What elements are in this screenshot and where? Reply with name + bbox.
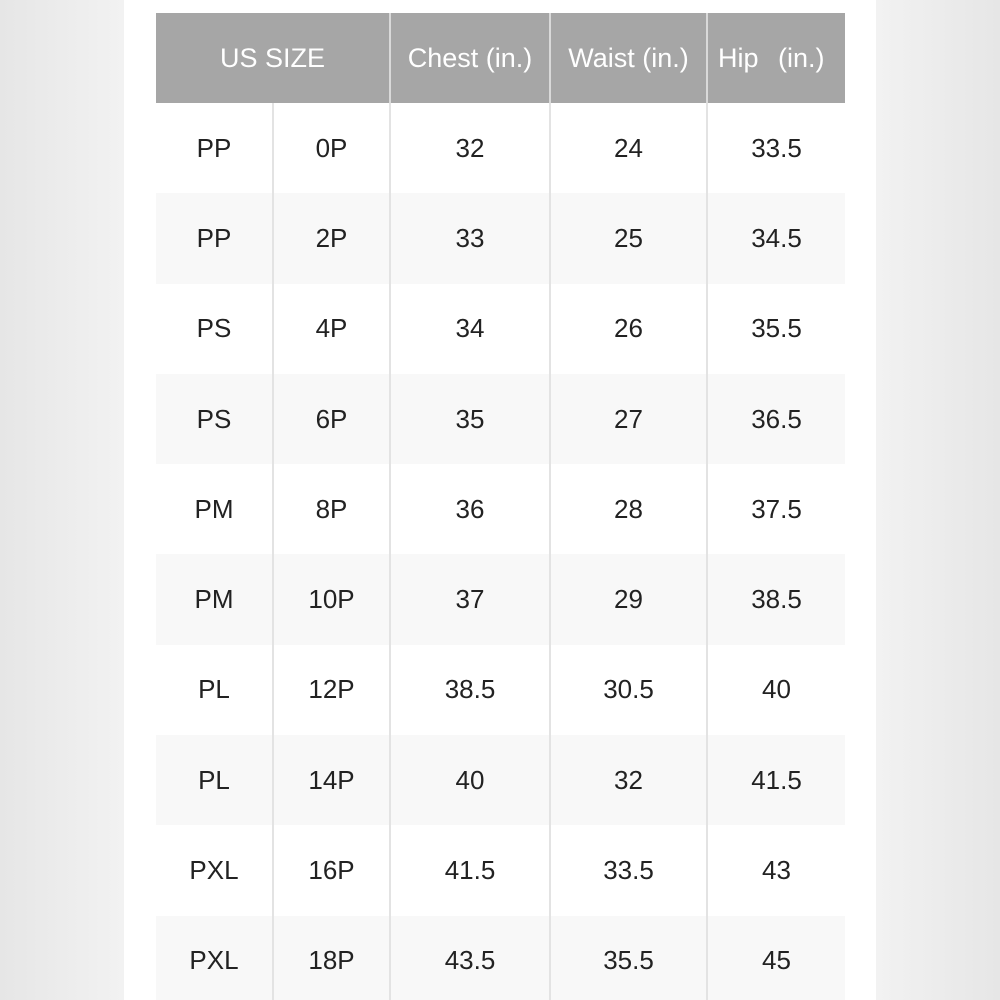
table-row xyxy=(156,645,845,735)
table-row xyxy=(156,464,845,554)
cell-waist: 28 xyxy=(550,464,707,554)
table-row xyxy=(156,374,845,464)
table-row xyxy=(156,284,845,374)
header-row xyxy=(156,13,845,103)
table-row xyxy=(156,554,845,644)
cell-letter-size: PS xyxy=(156,374,273,464)
cell-chest: 40 xyxy=(390,735,550,825)
cell-chest: 43.5 xyxy=(390,916,550,1000)
cell-chest: 33 xyxy=(390,193,550,283)
cell-letter-size: PP xyxy=(156,103,273,193)
cell-letter-size: PM xyxy=(156,554,273,644)
cell-hip: 43 xyxy=(707,825,845,915)
cell-chest: 38.5 xyxy=(390,645,550,735)
cell-hip: 35.5 xyxy=(707,284,845,374)
cell-hip: 36.5 xyxy=(707,374,845,464)
header-waist: Waist (in.) xyxy=(550,13,707,103)
background-left xyxy=(0,0,124,1000)
table-row xyxy=(156,825,845,915)
cell-waist: 30.5 xyxy=(550,645,707,735)
cell-hip: 40 xyxy=(707,645,845,735)
size-chart-table xyxy=(156,13,845,1000)
cell-hip: 34.5 xyxy=(707,193,845,283)
background-right xyxy=(876,0,1000,1000)
cell-waist: 25 xyxy=(550,193,707,283)
cell-waist: 33.5 xyxy=(550,825,707,915)
table-row xyxy=(156,193,845,283)
cell-waist: 35.5 xyxy=(550,916,707,1000)
cell-number-size: 16P xyxy=(273,825,390,915)
cell-letter-size: PS xyxy=(156,284,273,374)
cell-letter-size: PXL xyxy=(156,916,273,1000)
header-chest: Chest (in.) xyxy=(390,13,550,103)
cell-letter-size: PL xyxy=(156,645,273,735)
cell-number-size: 18P xyxy=(273,916,390,1000)
cell-waist: 26 xyxy=(550,284,707,374)
cell-number-size: 12P xyxy=(273,645,390,735)
cell-number-size: 4P xyxy=(273,284,390,374)
cell-hip: 41.5 xyxy=(707,735,845,825)
cell-hip: 33.5 xyxy=(707,103,845,193)
cell-number-size: 10P xyxy=(273,554,390,644)
cell-waist: 29 xyxy=(550,554,707,644)
cell-hip: 45 xyxy=(707,916,845,1000)
cell-chest: 41.5 xyxy=(390,825,550,915)
cell-chest: 32 xyxy=(390,103,550,193)
cell-number-size: 0P xyxy=(273,103,390,193)
size-chart-page xyxy=(124,0,876,1000)
cell-waist: 27 xyxy=(550,374,707,464)
table-row xyxy=(156,916,845,1000)
cell-chest: 36 xyxy=(390,464,550,554)
cell-chest: 35 xyxy=(390,374,550,464)
cell-number-size: 8P xyxy=(273,464,390,554)
cell-letter-size: PM xyxy=(156,464,273,554)
cell-waist: 32 xyxy=(550,735,707,825)
cell-hip: 38.5 xyxy=(707,554,845,644)
cell-letter-size: PXL xyxy=(156,825,273,915)
cell-letter-size: PL xyxy=(156,735,273,825)
header-us-size: US SIZE xyxy=(156,13,390,103)
cell-waist: 24 xyxy=(550,103,707,193)
cell-number-size: 14P xyxy=(273,735,390,825)
table-row xyxy=(156,103,845,193)
cell-chest: 34 xyxy=(390,284,550,374)
header-hip: Hip (in.) xyxy=(707,13,845,103)
cell-hip: 37.5 xyxy=(707,464,845,554)
cell-number-size: 6P xyxy=(273,374,390,464)
cell-number-size: 2P xyxy=(273,193,390,283)
table-row xyxy=(156,735,845,825)
cell-chest: 37 xyxy=(390,554,550,644)
cell-letter-size: PP xyxy=(156,193,273,283)
